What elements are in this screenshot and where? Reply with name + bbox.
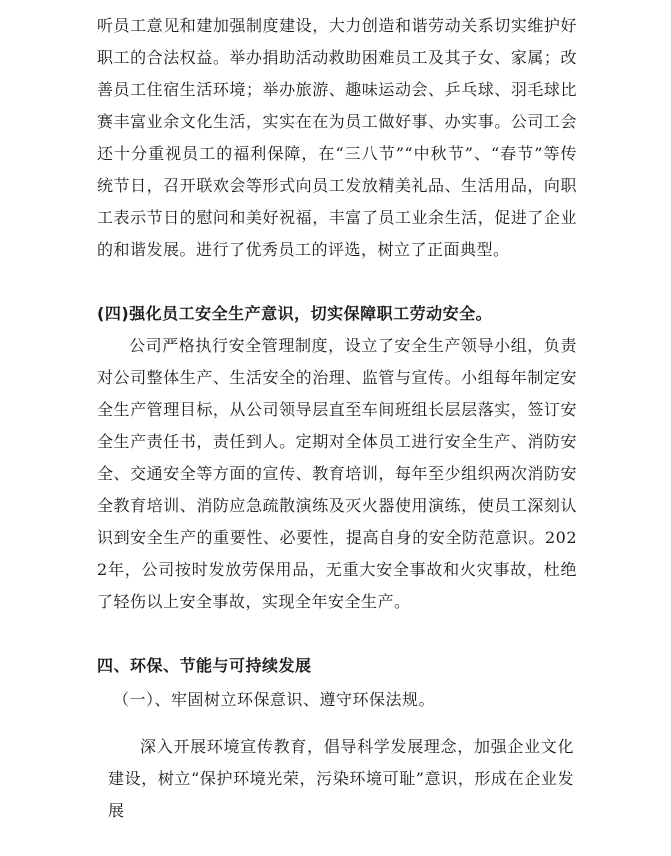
paragraph-environment-education: 深入开展环境宣传教育，倡导科学发展理念，加强企业文化建设，树立“保护环境光荣，污染环境可耻”意识，形成在企业发展 <box>108 737 574 820</box>
chapter-heading-environment: 四、环保、节能与可持续发展 <box>97 656 312 675</box>
paragraph-safety-management: 公司严格执行安全管理制度，设立了安全生产领导小组，负责对公司整体生产、生活安全的治理、监管与宣传。小组每年制定安全生产管理目标，从公司领导层直至车间班组长层层落实，签订安全生产责任书，责任到人。定期对全体员工进行安全生产、消防安全、交通安全等方面的宣传、教育培训，每年至少组织两次消防安全教育培训、消防应急疏散演练及灭火器使用演练，使员工深刻认识到安全生产的重要性、必要性，提高自身的安全防范意识。2022年，公司按时发放劳保用品，无重大安全事故和火灾事故，杜绝了轻伤以上安全事故，实现全年安全生产。 <box>97 336 577 611</box>
paragraph-employee-welfare: 听员工意见和建加强制度建设，大力创造和谐劳动关系切实维护好职工的合法权益。举办捐助活动救助困难员工及其子女、家属；改善员工住宿生活环境；举办旅游、趣味运动会、乒乓球、羽毛球比赛丰富业余文化生活，实实在在为员工做好事、办实事。公司工会还十分重视员工的福利保障，在“三八节”“中秋节”、“春节”等传统节日，召开联欢会等形式向员工发放精美礼品、生活用品，向职工表示节日的慰问和美好祝福，丰富了员工业余生活，促进了企业的和谐发展。进行了优秀员工的评选，树立了正面典型。 <box>97 16 577 259</box>
subsection-heading-environment: （一）、牢固树立环保意识、遵守环保法规。 <box>113 690 436 709</box>
section-heading-safety: (四)强化员工安全生产意识，切实保障职工劳动安全。 <box>97 304 493 323</box>
